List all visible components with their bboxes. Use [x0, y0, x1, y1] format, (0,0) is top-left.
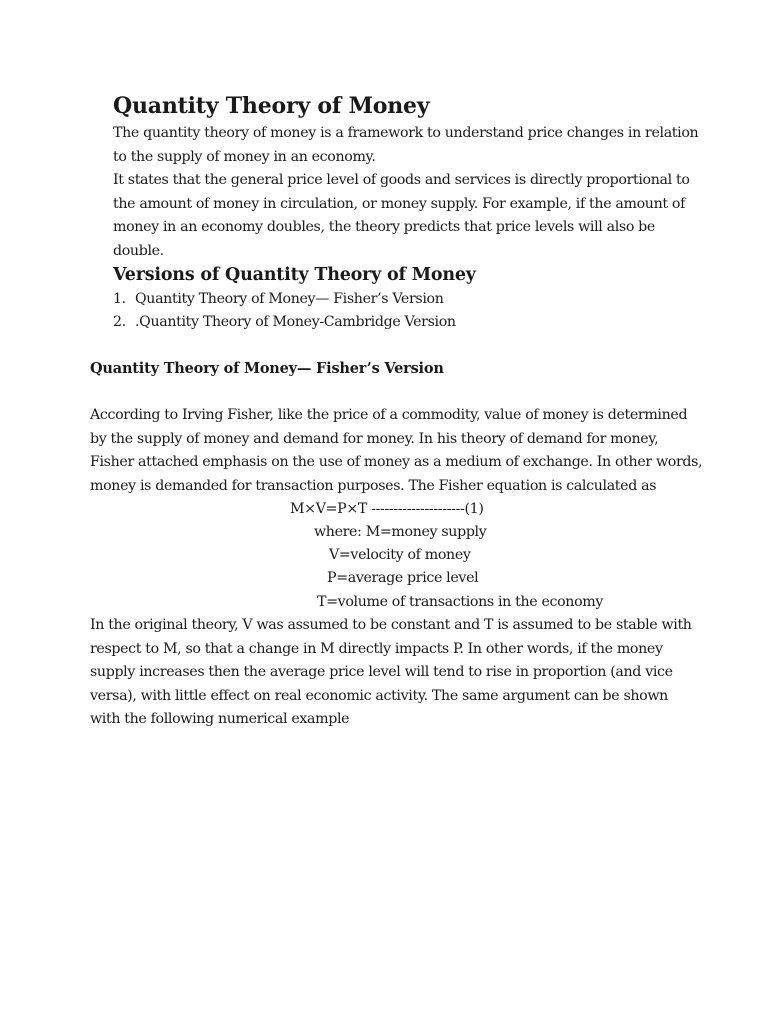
fisher-section-heading: Quantity Theory of Money— Fisher’s Version [90, 360, 444, 377]
equation-v-definition: V=velocity of money [329, 547, 471, 563]
intro-line: It states that the general price level of goods and services is directly proportional to [113, 172, 690, 188]
intro-paragraph [113, 122, 698, 263]
page-title: Quantity Theory of Money [113, 93, 430, 119]
list-item [113, 311, 456, 334]
paragraph-line: with the following numerical example [90, 711, 350, 727]
intro-line: double. [113, 242, 164, 259]
fisher-paragraph [90, 404, 702, 498]
paragraph-line: versa), with little effect on real economic activity. The same argument can be shown [90, 687, 668, 704]
paragraph-line: Fisher attached emphasis on the use of money as a medium of exchange. In other words, [90, 454, 703, 470]
versions-heading: Versions of Quantity Theory of Money [113, 265, 476, 285]
original-theory-paragraph [90, 614, 692, 732]
versions-list [113, 288, 456, 334]
intro-line: The quantity theory of money is a framework to understand price changes in relation [113, 125, 699, 141]
list-item-text: Quantity Theory of Money— Fisher’s Version [135, 291, 444, 307]
list-number: 1. [113, 291, 126, 307]
fisher-equation: M×V=P×T ---------------------(1) [290, 501, 484, 517]
intro-line: the amount of money in circulation, or money supply. For example, if the amount of [113, 195, 685, 212]
list-number: 2. [113, 314, 126, 330]
list-item [113, 288, 456, 311]
paragraph-line: supply increases then the average price level will tend to rise in proportion (and vice [90, 664, 673, 680]
intro-line: to the supply of money in an economy. [113, 148, 376, 165]
list-item-text: .Quantity Theory of Money-Cambridge Version [135, 314, 456, 330]
paragraph-line: According to Irving Fisher, like the price of a commodity, value of money is determined [90, 407, 688, 423]
equation-t-definition: T=volume of transactions in the economy [317, 594, 604, 610]
paragraph-line: In the original theory, V was assumed to be constant and T is assumed to be stable with [90, 617, 692, 633]
paragraph-line: respect to M, so that a change in M directly impacts P. In other words, if the money [90, 640, 663, 657]
equation-p-definition: P=average price level [327, 570, 479, 586]
intro-line: money in an economy doubles, the theory predicts that price levels will also be [113, 219, 655, 235]
equation-where-m: where: M=money supply [314, 524, 487, 540]
paragraph-line: money is demanded for transaction purposes. The Fisher equation is calculated as [90, 477, 657, 494]
paragraph-line: by the supply of money and demand for money. In his theory of demand for money, [90, 430, 659, 447]
